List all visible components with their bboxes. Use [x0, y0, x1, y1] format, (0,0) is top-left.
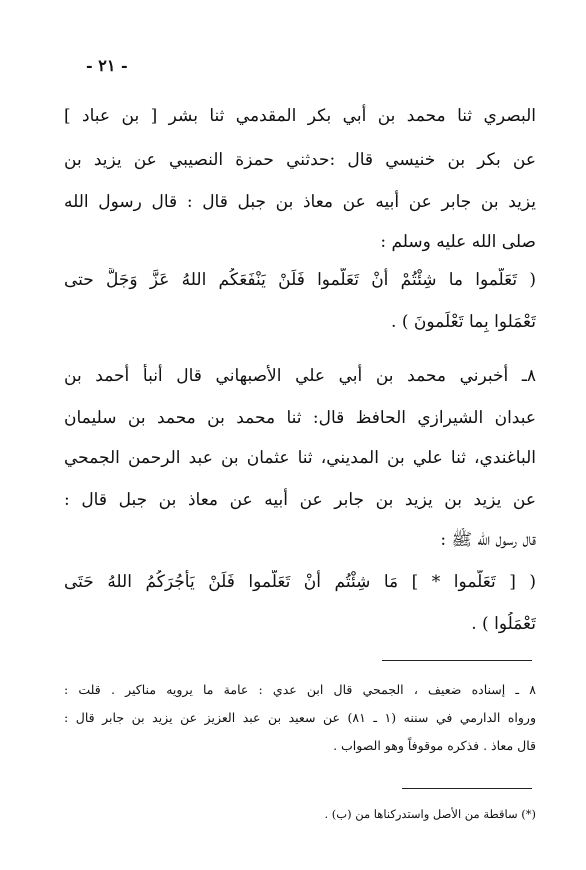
text-line: يزيد بن جابر عن أبيه عن معاذ بن جبل قال : قال رسول الله [64, 192, 536, 212]
text-line: البصري ثنا محمد بن أبي بكر المقدمي ثنا بشر [ بن عباد ] [64, 106, 536, 126]
page-number: - ٢١ - [86, 56, 128, 75]
text-line: عبدان الشيرازي الحافظ قال: ثنا محمد بن محمد بن سليمان [64, 408, 536, 428]
footnote-separator [382, 660, 532, 661]
text-line: عن يزيد بن يزيد بن جابر عن أبيه عن معاذ بن جبل قال : [64, 490, 536, 510]
hadith-text-line: ( [ تَعَلَّموا * ] مَا شِئْتُم أَنْ تَعَلَّموا فَلَنْ يَأْجُرَكُمُ اللهُ حَتَى [64, 572, 536, 592]
text-line: ٨ـ أخبرني محمد بن أبي علي الأَصبهاني قال أنبأ أحمد بن [64, 366, 536, 386]
text-line: عن بكر بن خنيسي قال :حدثني حمزة النصيبي عن يزيد بن [64, 150, 536, 170]
footnote-line: ٨ ـ إسناده ضعيف ، الجمحي قال ابن عدي : عامة ما يرويه مناكير . قلت : [64, 682, 536, 697]
footnote-line: ورواه الدارمي في سننه (١ ـ ٨١) عن سعيد بن عبد العزيز عن يزيد بن جابر قال : [64, 710, 536, 725]
editor-note: (*) ساقطة من الأصل واستدركناها من (ب) . [324, 807, 536, 821]
note-separator [402, 788, 532, 789]
footnote-line: قال معاذ . فذكره موقوفاً وهو الصواب . [333, 738, 536, 753]
hadith-text-line: ( تَعَلَّموا ما شِئْتُمْ أَنْ تَعَلَّموا فَلَنْ يَنْفَعَكُم اللهُ عَزَّ وَجَلَّ حتى [64, 270, 536, 290]
hadith-text-line: تَعْمَلُوا ) . [471, 614, 536, 634]
text-line: الباغندي، ثنا علي بن المديني، ثنا عثمان بن عبد الرحمن الجمحي [64, 448, 536, 468]
text-line: صلى الله عليه وسلم : [380, 232, 536, 252]
hadith-text-line: تَعْمَلوا بِما تَعْلَمونَ ) . [391, 312, 536, 332]
text-line: قال رسول الله ﷺ : [440, 530, 536, 550]
